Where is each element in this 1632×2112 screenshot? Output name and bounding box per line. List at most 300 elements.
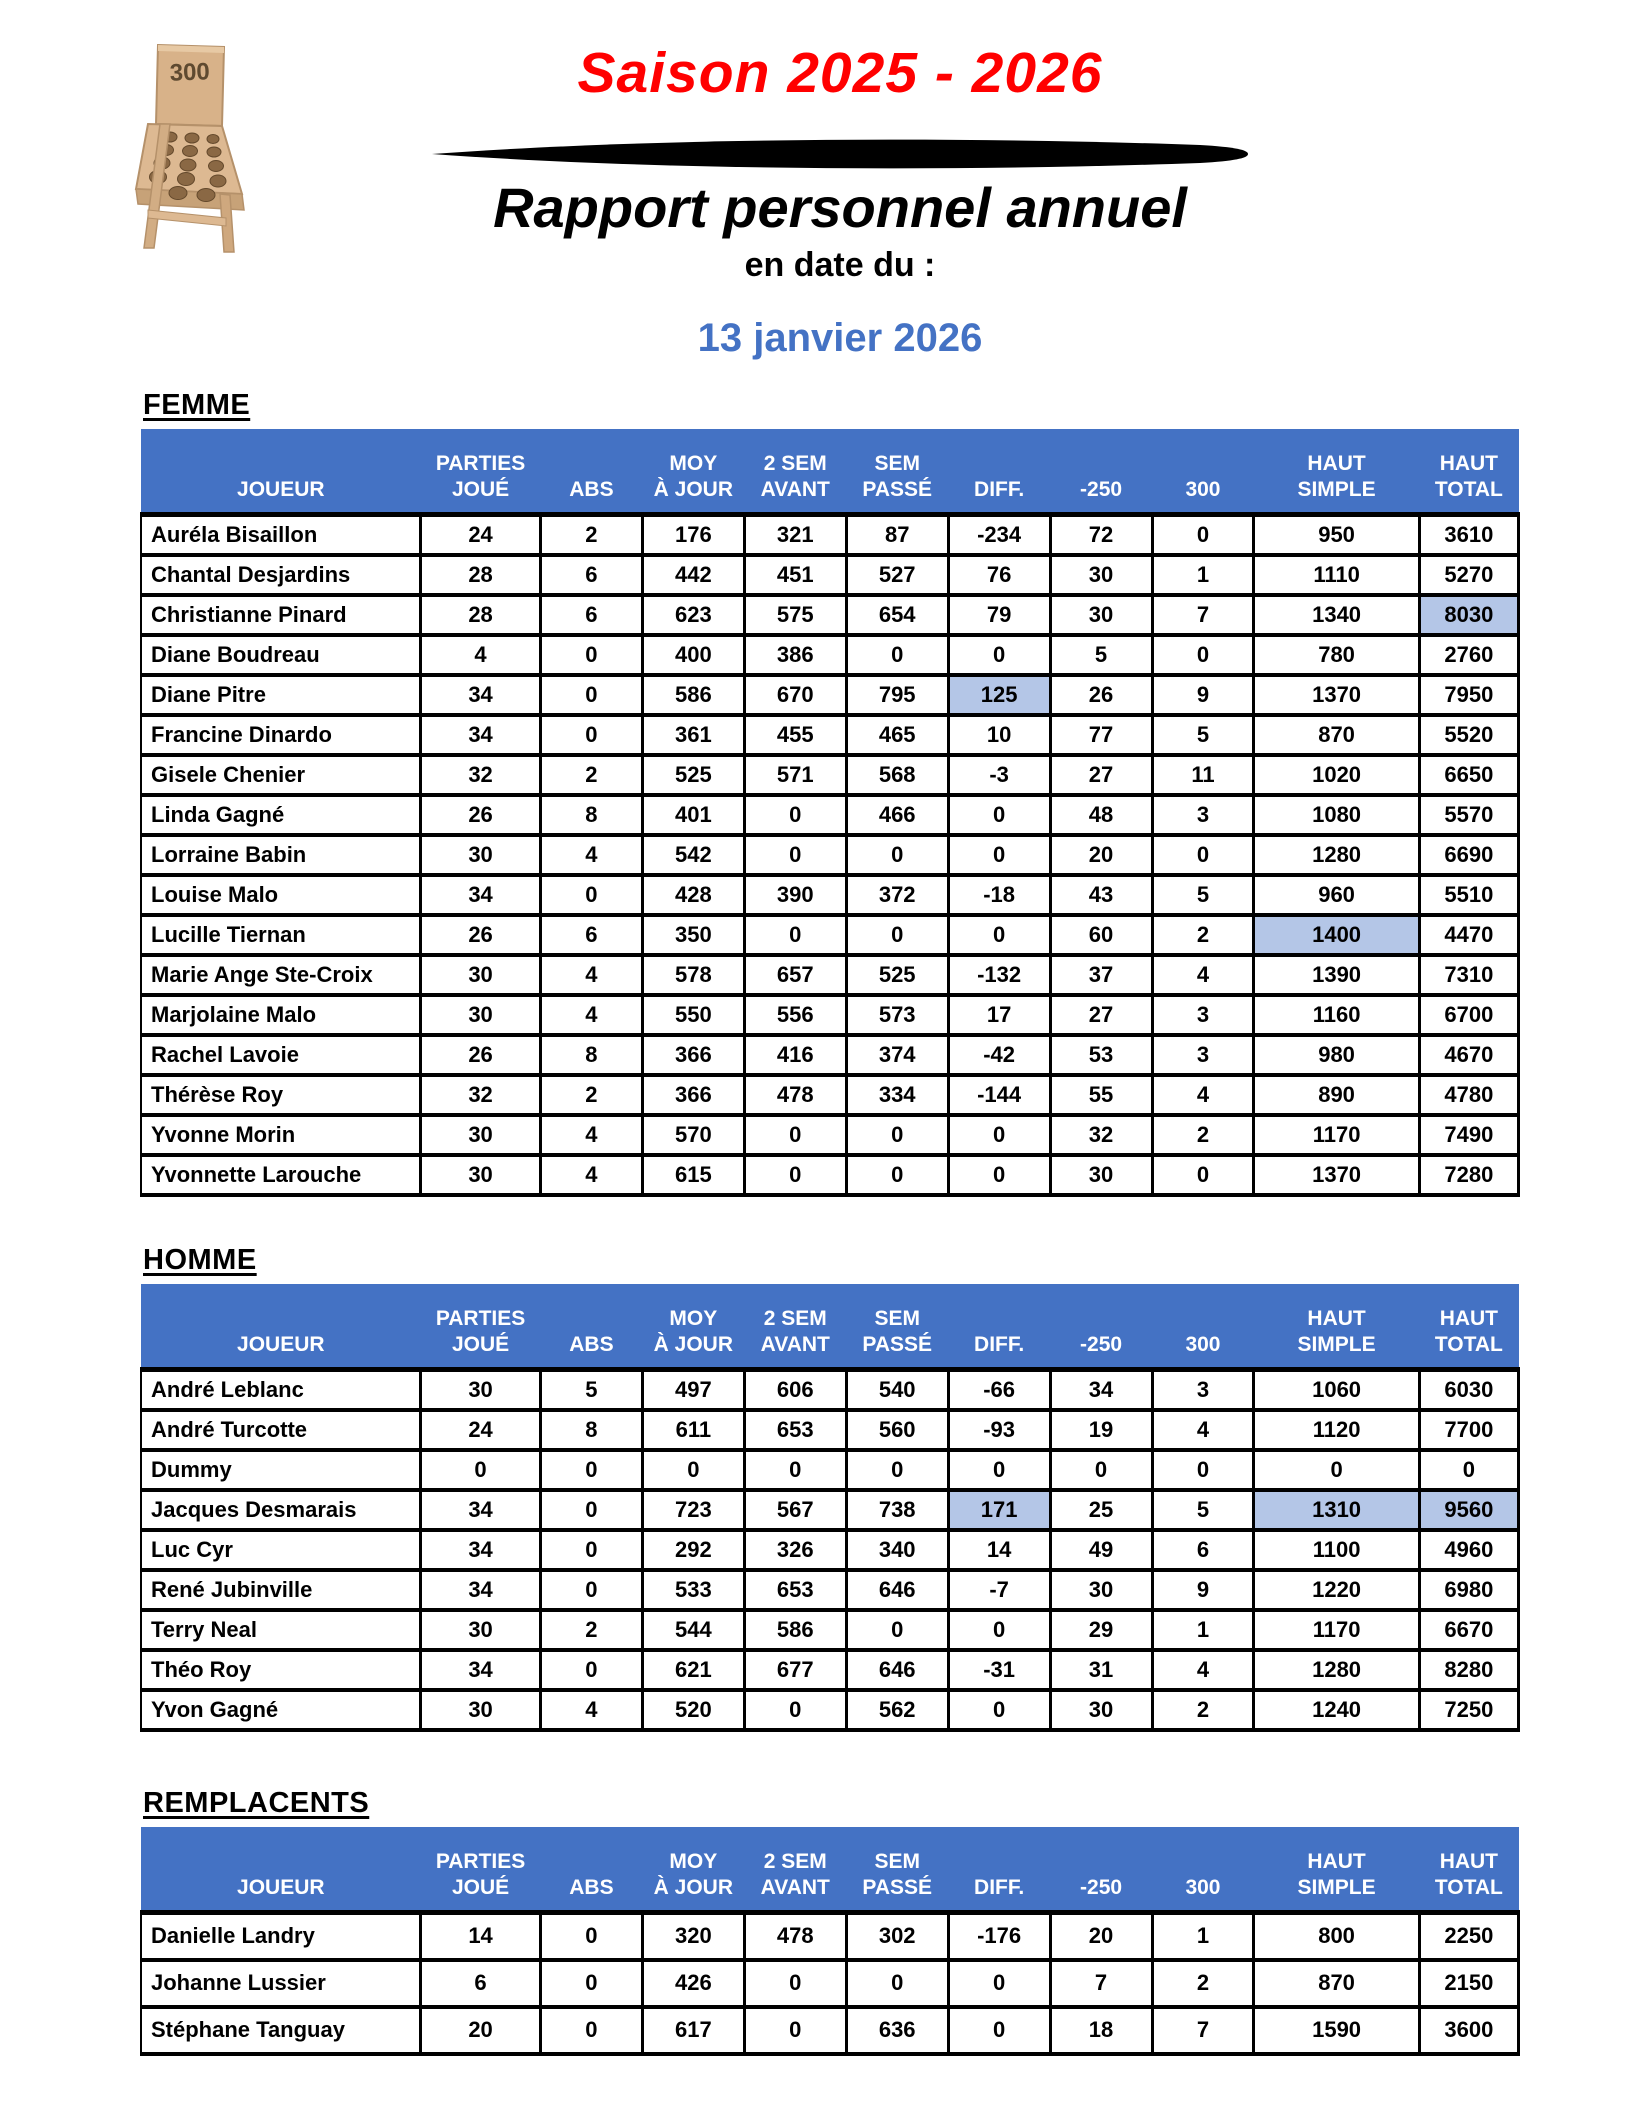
stat-cell: 20 bbox=[1050, 1913, 1152, 1960]
column-header-line1: MOY bbox=[669, 1306, 718, 1330]
player-name-cell: Marjolaine Malo bbox=[141, 995, 421, 1035]
stat-cell: 2 bbox=[540, 755, 642, 795]
stat-cell: 0 bbox=[1152, 1155, 1254, 1195]
stat-cell: 18 bbox=[1050, 2007, 1152, 2054]
stat-cell: 780 bbox=[1254, 635, 1419, 675]
stat-cell: 2 bbox=[1152, 1690, 1254, 1730]
stat-cell: 586 bbox=[744, 1610, 846, 1650]
section-title-remplacents: REMPLACENTS bbox=[143, 1786, 370, 1819]
column-header-line1: SEM bbox=[874, 451, 920, 475]
stat-cell: 24 bbox=[421, 1410, 541, 1450]
stat-cell: 657 bbox=[744, 955, 846, 995]
stat-cell: 3 bbox=[1152, 1370, 1254, 1410]
stat-cell: 6670 bbox=[1419, 1610, 1518, 1650]
stat-cell: 30 bbox=[1050, 1690, 1152, 1730]
column-header bbox=[1050, 1827, 1152, 1913]
stat-cell: 0 bbox=[540, 1650, 642, 1690]
column-header-line1: 2 SEM bbox=[763, 451, 827, 475]
stat-cell: 20 bbox=[421, 2007, 541, 2054]
stat-cell: 30 bbox=[1050, 555, 1152, 595]
stat-cell: 6 bbox=[540, 915, 642, 955]
stat-cell: 4960 bbox=[1419, 1530, 1518, 1570]
stat-cell: 10 bbox=[948, 715, 1050, 755]
column-header-line2: -250 bbox=[1080, 1333, 1123, 1357]
stat-cell: 30 bbox=[1050, 1155, 1152, 1195]
report-title: Rapport personnel annuel bbox=[493, 176, 1187, 239]
stat-cell: 570 bbox=[642, 1115, 744, 1155]
column-header bbox=[846, 429, 948, 515]
column-header-line2: SIMPLE bbox=[1297, 1333, 1376, 1357]
stat-cell: 0 bbox=[540, 1490, 642, 1530]
column-header-line2: SIMPLE bbox=[1297, 478, 1376, 502]
stat-cell: 17 bbox=[948, 995, 1050, 1035]
stat-cell: 586 bbox=[642, 675, 744, 715]
stat-cell: 176 bbox=[642, 515, 744, 555]
stat-cell: 0 bbox=[744, 795, 846, 835]
stat-cell: 27 bbox=[1050, 995, 1152, 1035]
stat-cell: 3 bbox=[1152, 995, 1254, 1035]
player-name-cell: Chantal Desjardins bbox=[141, 555, 421, 595]
stat-cell: 4670 bbox=[1419, 1035, 1518, 1075]
stat-cell: 1280 bbox=[1254, 1650, 1419, 1690]
player-name-cell: Linda Gagné bbox=[141, 795, 421, 835]
column-header-line2: -250 bbox=[1080, 478, 1123, 502]
stat-cell: 79 bbox=[948, 595, 1050, 635]
column-header-line2: PASSÉ bbox=[862, 1333, 933, 1357]
column-header-line2: DIFF. bbox=[974, 1333, 1025, 1357]
column-header-line1: HAUT bbox=[1307, 1849, 1366, 1873]
stat-cell: -42 bbox=[948, 1035, 1050, 1075]
stat-cell: 4 bbox=[1152, 1650, 1254, 1690]
column-header-line2: PASSÉ bbox=[862, 478, 933, 502]
stat-cell: 27 bbox=[1050, 755, 1152, 795]
stat-cell: 48 bbox=[1050, 795, 1152, 835]
stat-cell: 1120 bbox=[1254, 1410, 1419, 1450]
column-header-line2: ABS bbox=[569, 1875, 614, 1899]
column-header-line1: HAUT bbox=[1307, 451, 1366, 475]
table-row bbox=[141, 1450, 1519, 1490]
logo-300-text: 300 bbox=[169, 58, 211, 87]
stat-cell: 1340 bbox=[1254, 595, 1419, 635]
stat-cell: 0 bbox=[948, 915, 1050, 955]
column-header-line1: MOY bbox=[669, 1849, 718, 1873]
stat-cell: 7950 bbox=[1419, 675, 1518, 715]
stat-cell: 292 bbox=[642, 1530, 744, 1570]
stat-cell: 6 bbox=[421, 1960, 541, 2007]
stat-cell: 7 bbox=[1152, 2007, 1254, 2054]
table-row bbox=[141, 1410, 1519, 1450]
stat-cell: 87 bbox=[846, 515, 948, 555]
stat-cell: 30 bbox=[421, 1115, 541, 1155]
column-header bbox=[1152, 429, 1254, 515]
stat-cell: 0 bbox=[540, 715, 642, 755]
stat-cell: 1400 bbox=[1254, 915, 1419, 955]
stat-cell: 0 bbox=[540, 675, 642, 715]
stat-cell: 442 bbox=[642, 555, 744, 595]
stat-cell: 53 bbox=[1050, 1035, 1152, 1075]
table-row bbox=[141, 2007, 1519, 2054]
column-header-line2: -250 bbox=[1080, 1875, 1123, 1899]
column-header bbox=[744, 429, 846, 515]
stat-cell: 567 bbox=[744, 1490, 846, 1530]
stat-cell: 0 bbox=[744, 2007, 846, 2054]
table-row bbox=[141, 835, 1519, 875]
stat-cell: 0 bbox=[1152, 835, 1254, 875]
stat-cell: 466 bbox=[846, 795, 948, 835]
column-header-line2: TOTAL bbox=[1434, 1875, 1503, 1899]
column-header-line2: SIMPLE bbox=[1297, 1875, 1376, 1899]
stat-cell: 478 bbox=[744, 1075, 846, 1115]
stat-cell: 2 bbox=[540, 1610, 642, 1650]
stat-cell: 4 bbox=[1152, 1410, 1254, 1450]
column-header bbox=[1152, 1284, 1254, 1370]
stat-cell: 8 bbox=[540, 1035, 642, 1075]
stat-cell: 334 bbox=[846, 1075, 948, 1115]
stat-cell: -132 bbox=[948, 955, 1050, 995]
section-femme bbox=[0, 390, 1632, 1197]
stat-cell: 5270 bbox=[1419, 555, 1518, 595]
stat-cell: 401 bbox=[642, 795, 744, 835]
player-name-cell: Stéphane Tanguay bbox=[141, 2007, 421, 2054]
stat-cell: 2760 bbox=[1419, 635, 1518, 675]
stat-cell: 0 bbox=[744, 1690, 846, 1730]
stat-cell: 646 bbox=[846, 1570, 948, 1610]
stat-cell: 30 bbox=[421, 835, 541, 875]
table-row bbox=[141, 1530, 1519, 1570]
stat-cell: 0 bbox=[948, 1115, 1050, 1155]
section-homme bbox=[0, 1245, 1632, 1732]
stat-cell: 320 bbox=[642, 1913, 744, 1960]
column-header-line1: 2 SEM bbox=[763, 1306, 827, 1330]
stat-cell: 2150 bbox=[1419, 1960, 1518, 2007]
stat-cell: 0 bbox=[540, 1913, 642, 1960]
stat-cell: 1310 bbox=[1254, 1490, 1419, 1530]
stat-cell: 390 bbox=[744, 875, 846, 915]
stat-cell: 800 bbox=[1254, 1913, 1419, 1960]
column-header-line2: JOUEUR bbox=[237, 1875, 325, 1899]
table-row bbox=[141, 995, 1519, 1035]
stat-cell: 30 bbox=[421, 1610, 541, 1650]
stat-cell: 544 bbox=[642, 1610, 744, 1650]
stat-cell: 55 bbox=[1050, 1075, 1152, 1115]
stat-cell: 1280 bbox=[1254, 835, 1419, 875]
stat-cell: 0 bbox=[948, 835, 1050, 875]
stat-cell: 20 bbox=[1050, 835, 1152, 875]
stat-cell: 72 bbox=[1050, 515, 1152, 555]
stat-cell: 497 bbox=[642, 1370, 744, 1410]
stat-cell: 1020 bbox=[1254, 755, 1419, 795]
stat-cell: -3 bbox=[948, 755, 1050, 795]
table-row bbox=[141, 675, 1519, 715]
column-header-line1: PARTIES bbox=[435, 1306, 526, 1330]
stat-cell: 0 bbox=[846, 835, 948, 875]
stat-cell: 3600 bbox=[1419, 2007, 1518, 2054]
player-name-cell: Francine Dinardo bbox=[141, 715, 421, 755]
stat-cell: 4 bbox=[540, 995, 642, 1035]
stat-cell: 617 bbox=[642, 2007, 744, 2054]
stat-cell: 1110 bbox=[1254, 555, 1419, 595]
stat-cell: 5520 bbox=[1419, 715, 1518, 755]
stat-cell: 578 bbox=[642, 955, 744, 995]
stat-cell: 8 bbox=[540, 1410, 642, 1450]
column-header-line2: À JOUR bbox=[653, 478, 734, 502]
stat-cell: 2 bbox=[1152, 1115, 1254, 1155]
column-header-line2: DIFF. bbox=[974, 478, 1025, 502]
column-header bbox=[540, 1284, 642, 1370]
column-header-line2: 300 bbox=[1185, 1875, 1221, 1899]
stat-cell: 32 bbox=[421, 755, 541, 795]
column-header bbox=[744, 1827, 846, 1913]
column-header-line1: PARTIES bbox=[435, 1849, 526, 1873]
stat-cell: 30 bbox=[421, 1155, 541, 1195]
stat-cell: 24 bbox=[421, 515, 541, 555]
stat-cell: 0 bbox=[540, 2007, 642, 2054]
stat-cell: 32 bbox=[1050, 1115, 1152, 1155]
column-header-line1: HAUT bbox=[1439, 1849, 1499, 1873]
stat-cell: 795 bbox=[846, 675, 948, 715]
stat-cell: 7 bbox=[1050, 1960, 1152, 2007]
stat-cell: 372 bbox=[846, 875, 948, 915]
stat-cell: 0 bbox=[744, 1450, 846, 1490]
stat-cell: 4780 bbox=[1419, 1075, 1518, 1115]
column-header-line2: DIFF. bbox=[974, 1875, 1025, 1899]
stat-cell: 3 bbox=[1152, 1035, 1254, 1075]
column-header bbox=[421, 1284, 541, 1370]
player-name-cell: Gisele Chenier bbox=[141, 755, 421, 795]
season-title: Saison 2025 - 2026 bbox=[577, 41, 1103, 105]
stat-cell: 4470 bbox=[1419, 915, 1518, 955]
column-header-line1: SEM bbox=[874, 1849, 920, 1873]
column-header bbox=[948, 1827, 1050, 1913]
column-header bbox=[1419, 429, 1518, 515]
stat-cell: 562 bbox=[846, 1690, 948, 1730]
stat-cell: 0 bbox=[1152, 515, 1254, 555]
stat-cell: 455 bbox=[744, 715, 846, 755]
table-row bbox=[141, 755, 1519, 795]
stat-cell: -144 bbox=[948, 1075, 1050, 1115]
column-header bbox=[141, 429, 421, 515]
stat-cell: 7 bbox=[1152, 595, 1254, 635]
stat-cell: 1080 bbox=[1254, 795, 1419, 835]
column-header bbox=[1254, 1827, 1419, 1913]
column-header bbox=[1254, 1284, 1419, 1370]
stat-cell: 125 bbox=[948, 675, 1050, 715]
stat-cell: 571 bbox=[744, 755, 846, 795]
stat-cell: 8280 bbox=[1419, 1650, 1518, 1690]
stat-cell: 568 bbox=[846, 755, 948, 795]
stat-cell: 1590 bbox=[1254, 2007, 1419, 2054]
player-name-cell: Auréla Bisaillon bbox=[141, 515, 421, 555]
player-name-cell: Marie Ange Ste-Croix bbox=[141, 955, 421, 995]
stat-cell: 723 bbox=[642, 1490, 744, 1530]
column-header bbox=[1050, 1284, 1152, 1370]
stat-cell: 9 bbox=[1152, 1570, 1254, 1610]
stat-cell: 8 bbox=[540, 795, 642, 835]
column-header-line2: JOUÉ bbox=[451, 1333, 510, 1357]
stat-cell: 60 bbox=[1050, 915, 1152, 955]
column-header bbox=[1050, 429, 1152, 515]
stat-cell: 3 bbox=[1152, 795, 1254, 835]
table-row bbox=[141, 1960, 1519, 2007]
column-header bbox=[744, 1284, 846, 1370]
stat-cell: 0 bbox=[846, 915, 948, 955]
stat-cell: 1060 bbox=[1254, 1370, 1419, 1410]
column-header-line2: 300 bbox=[1185, 478, 1221, 502]
player-name-cell: Danielle Landry bbox=[141, 1913, 421, 1960]
stat-cell: 0 bbox=[642, 1450, 744, 1490]
stat-cell: 0 bbox=[744, 1155, 846, 1195]
stat-cell: 1370 bbox=[1254, 675, 1419, 715]
stat-cell: 5 bbox=[540, 1370, 642, 1410]
stat-cell: 26 bbox=[421, 1035, 541, 1075]
player-name-cell: Terry Neal bbox=[141, 1610, 421, 1650]
stat-cell: 0 bbox=[948, 1960, 1050, 2007]
player-name-cell: Diane Boudreau bbox=[141, 635, 421, 675]
stat-cell: 34 bbox=[421, 675, 541, 715]
stat-cell: 1390 bbox=[1254, 955, 1419, 995]
column-header bbox=[642, 429, 744, 515]
stat-cell: 28 bbox=[421, 555, 541, 595]
stat-cell: 870 bbox=[1254, 715, 1419, 755]
column-header bbox=[1152, 1827, 1254, 1913]
stat-cell: 533 bbox=[642, 1570, 744, 1610]
column-header bbox=[948, 429, 1050, 515]
stat-cell: 1 bbox=[1152, 555, 1254, 595]
stat-cell: 960 bbox=[1254, 875, 1419, 915]
player-name-cell: René Jubinville bbox=[141, 1570, 421, 1610]
stat-cell: 527 bbox=[846, 555, 948, 595]
stat-cell: 6030 bbox=[1419, 1370, 1518, 1410]
player-name-cell: Théo Roy bbox=[141, 1650, 421, 1690]
column-header bbox=[1254, 429, 1419, 515]
stat-cell: 0 bbox=[948, 1450, 1050, 1490]
stat-cell: -18 bbox=[948, 875, 1050, 915]
stat-cell: 2250 bbox=[1419, 1913, 1518, 1960]
stat-cell: 6700 bbox=[1419, 995, 1518, 1035]
player-name-cell: André Turcotte bbox=[141, 1410, 421, 1450]
table-row bbox=[141, 1075, 1519, 1115]
table-row bbox=[141, 1570, 1519, 1610]
stat-cell: 0 bbox=[846, 1450, 948, 1490]
column-header-line1: HAUT bbox=[1439, 1306, 1499, 1330]
stat-cell: 670 bbox=[744, 675, 846, 715]
column-header bbox=[846, 1827, 948, 1913]
stat-cell: 550 bbox=[642, 995, 744, 1035]
table-row bbox=[141, 1370, 1519, 1410]
stat-cell: 26 bbox=[1050, 675, 1152, 715]
stat-cell: 400 bbox=[642, 635, 744, 675]
table-row bbox=[141, 1690, 1519, 1730]
stat-cell: 30 bbox=[421, 1690, 541, 1730]
stat-cell: 4 bbox=[540, 1690, 642, 1730]
column-header bbox=[141, 1827, 421, 1913]
section-title-femme: FEMME bbox=[143, 389, 251, 421]
stat-cell: 451 bbox=[744, 555, 846, 595]
stat-cell: 890 bbox=[1254, 1075, 1419, 1115]
stat-cell: 0 bbox=[1419, 1450, 1518, 1490]
stat-cell: 7700 bbox=[1419, 1410, 1518, 1450]
table-row bbox=[141, 1490, 1519, 1530]
header-row bbox=[141, 429, 1519, 515]
stat-cell: 0 bbox=[540, 635, 642, 675]
header-row bbox=[141, 1827, 1519, 1913]
stat-cell: -66 bbox=[948, 1370, 1050, 1410]
stat-cell: 5 bbox=[1152, 715, 1254, 755]
column-header-line2: À JOUR bbox=[653, 1875, 734, 1899]
stat-cell: 49 bbox=[1050, 1530, 1152, 1570]
stat-cell: 0 bbox=[846, 1610, 948, 1650]
stat-cell: 3610 bbox=[1419, 515, 1518, 555]
table-row bbox=[141, 635, 1519, 675]
stat-cell: 0 bbox=[421, 1450, 541, 1490]
column-header bbox=[141, 1284, 421, 1370]
stat-cell: 2 bbox=[540, 1075, 642, 1115]
player-name-cell: Thérèse Roy bbox=[141, 1075, 421, 1115]
player-name-cell: Rachel Lavoie bbox=[141, 1035, 421, 1075]
stat-cell: 653 bbox=[744, 1570, 846, 1610]
column-header-line1: PARTIES bbox=[435, 451, 526, 475]
table-row bbox=[141, 595, 1519, 635]
stat-cell: 37 bbox=[1050, 955, 1152, 995]
stat-cell: 34 bbox=[421, 1490, 541, 1530]
table-row bbox=[141, 875, 1519, 915]
stat-cell: 29 bbox=[1050, 1610, 1152, 1650]
player-name-cell: Yvonnette Larouche bbox=[141, 1155, 421, 1195]
player-name-cell: Christianne Pinard bbox=[141, 595, 421, 635]
stat-cell: 2 bbox=[1152, 915, 1254, 955]
stat-cell: 34 bbox=[421, 875, 541, 915]
stat-cell: 7310 bbox=[1419, 955, 1518, 995]
column-header-line2: JOUÉ bbox=[451, 478, 510, 502]
stat-cell: 34 bbox=[421, 1530, 541, 1570]
stat-cell: 0 bbox=[1050, 1450, 1152, 1490]
stat-cell: 32 bbox=[421, 1075, 541, 1115]
stat-cell: 465 bbox=[846, 715, 948, 755]
stat-cell: 540 bbox=[846, 1370, 948, 1410]
table-row bbox=[141, 955, 1519, 995]
stat-cell: 340 bbox=[846, 1530, 948, 1570]
stat-cell: 1100 bbox=[1254, 1530, 1419, 1570]
stat-cell: 4 bbox=[540, 1115, 642, 1155]
player-name-cell: Louise Malo bbox=[141, 875, 421, 915]
stat-cell: 30 bbox=[421, 955, 541, 995]
column-header-line1: MOY bbox=[669, 451, 718, 475]
column-header-line2: TOTAL bbox=[1434, 478, 1503, 502]
stat-cell: 6 bbox=[1152, 1530, 1254, 1570]
stat-cell: 573 bbox=[846, 995, 948, 1035]
column-header bbox=[1419, 1284, 1518, 1370]
column-header-line1: HAUT bbox=[1307, 1306, 1366, 1330]
stat-cell: 4 bbox=[540, 1155, 642, 1195]
table-row bbox=[141, 795, 1519, 835]
stat-cell: 9560 bbox=[1419, 1490, 1518, 1530]
players-table bbox=[140, 1284, 1520, 1732]
column-header bbox=[642, 1284, 744, 1370]
stat-cell: 1170 bbox=[1254, 1610, 1419, 1650]
column-header bbox=[540, 429, 642, 515]
stat-cell: 0 bbox=[846, 1115, 948, 1155]
stat-cell: 321 bbox=[744, 515, 846, 555]
stat-cell: 34 bbox=[421, 715, 541, 755]
column-header-line2: AVANT bbox=[760, 1333, 830, 1357]
stat-cell: 7250 bbox=[1419, 1690, 1518, 1730]
stat-cell: 2 bbox=[540, 515, 642, 555]
column-header-line2: JOUEUR bbox=[237, 478, 325, 502]
players-table bbox=[140, 429, 1520, 1197]
stat-cell: 7490 bbox=[1419, 1115, 1518, 1155]
stat-cell: 1160 bbox=[1254, 995, 1419, 1035]
column-header-line2: AVANT bbox=[760, 1875, 830, 1899]
